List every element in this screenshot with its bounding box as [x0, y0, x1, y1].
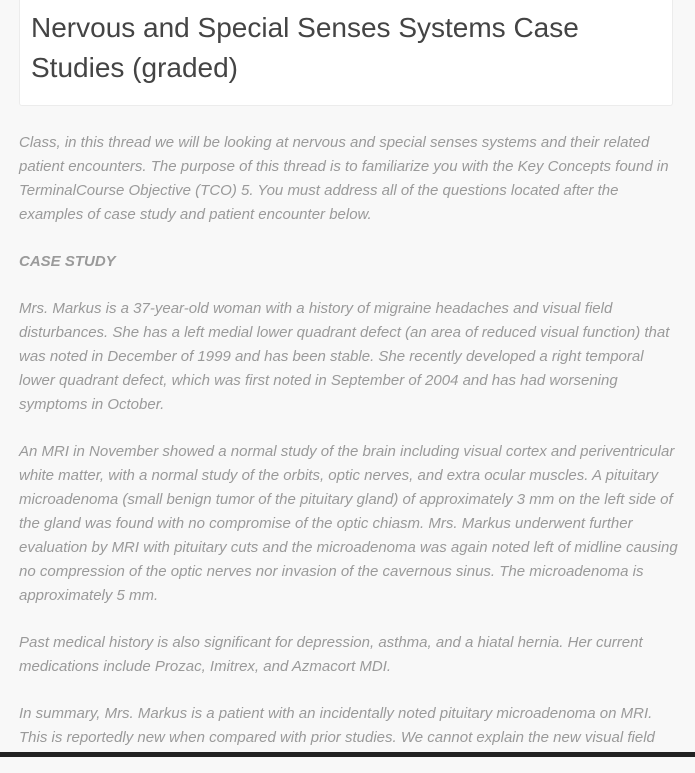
intro-paragraph: Class, in this thread we will be looking at nervous and special senses systems and their related patient encounters. The purpose of this thread is to familiarize you with the Key Concepts found in TerminalCourse Objective (TCO) 5. You must address all of the questions located after the examples of case study and patient encounter below. — [19, 134, 669, 223]
case-paragraph-2: An MRI in November showed a normal study of the brain including visual cortex and periventricular white matter, with a normal study of the orbits, optic nerves, and extra ocular muscles. A pituitary microadenoma (small benign tumor of the pituitary gland) of approximately 3 mm on the left side of the gland was found with no compromise of the optic chiasm. Mrs. Markus underwent further evaluation by MRI with pituitary cuts and the microadenoma was again noted left of midline causing no compression of the optic nerves nor invasion of the cavernous sinus. The microadenoma is approximately 5 mm. — [19, 443, 678, 604]
page-title: Nervous and Special Senses Systems Case Studies (graded) — [31, 12, 579, 83]
title-card — [19, 0, 673, 106]
case-paragraph-3: Past medical history is also significant for depression, asthma, and a hiatal hernia. Her current medications include Prozac, Imitrex, and Azmacort MDI. — [19, 634, 643, 675]
bottom-bar — [0, 752, 695, 757]
case-paragraph-1: Mrs. Markus is a 37-year-old woman with a history of migraine headaches and visual field disturbances. She has a left medial lower quadrant defect (an area of reduced visual function) that was noted in December of 1999 and has been stable. She recently developed a right temporal lower quadrant defect, which was first noted in September of 2004 and has had worsening symptoms in October. — [19, 300, 670, 413]
section-heading: CASE STUDY — [19, 253, 116, 270]
case-paragraph-4: In summary, Mrs. Markus is a patient with an incidentally noted pituitary microadenoma on MRI. This is reportedly new when compared with prior studies. We cannot explain the new visual field — [19, 705, 655, 746]
thread-body — [19, 131, 683, 773]
